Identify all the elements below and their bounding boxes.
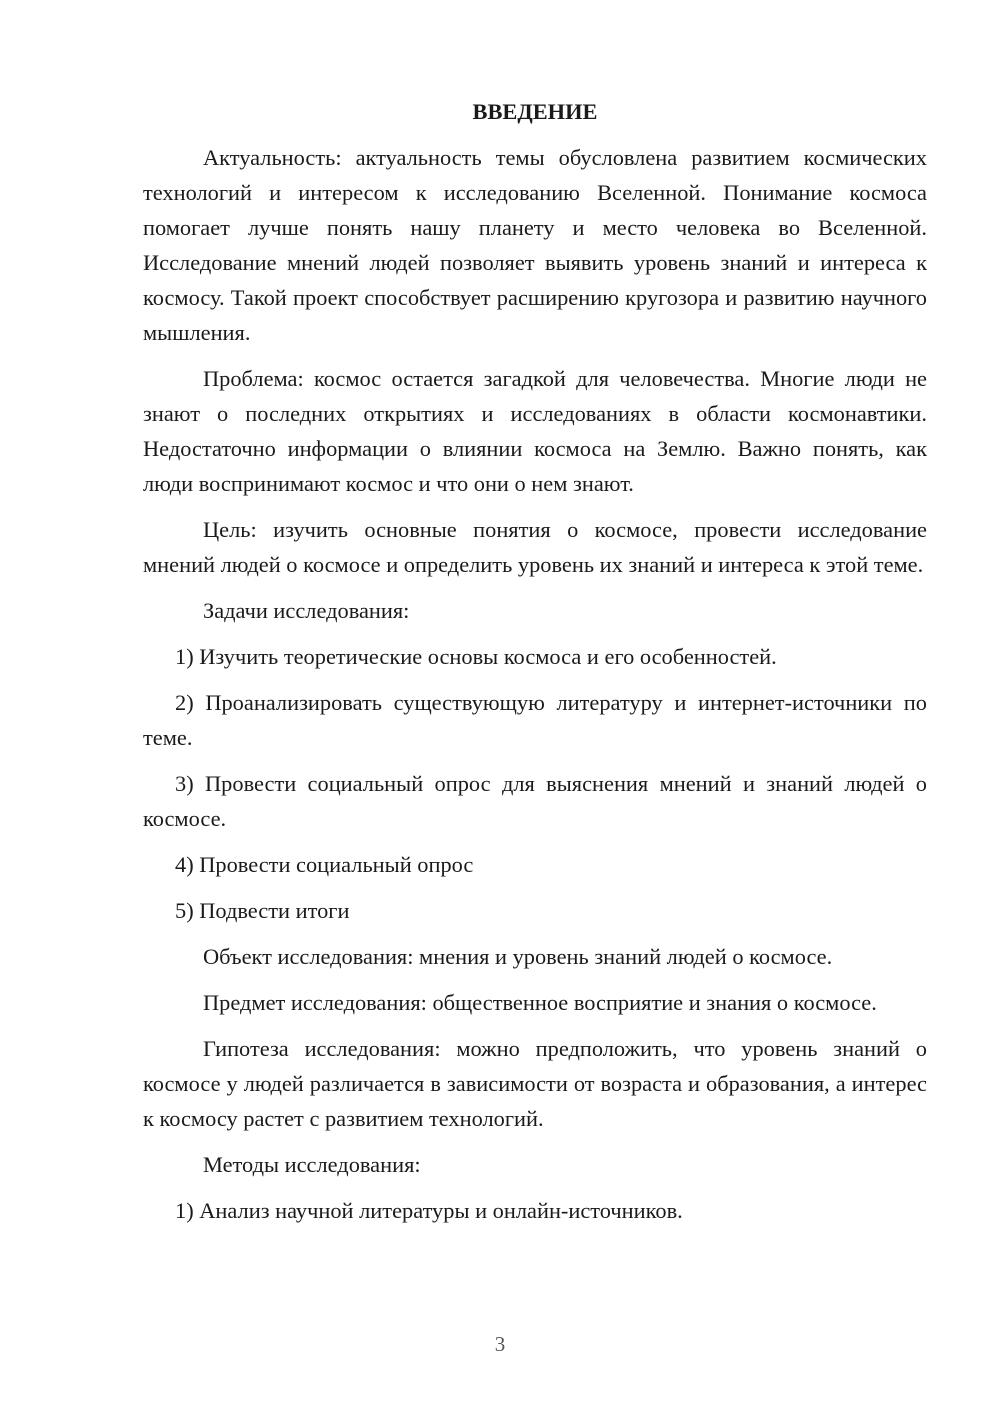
- task-item-2: 2) Проанализировать существующую литературу и интернет-источники по теме.: [143, 690, 927, 750]
- tasks-heading: Задачи исследования:: [203, 598, 410, 623]
- page-title: ВВЕДЕНИЕ: [472, 99, 598, 124]
- task-item-5: 5) Подвести итоги: [175, 898, 350, 923]
- task-item-1: 1) Изучить теоретические основы космоса и его особенностей.: [175, 644, 777, 669]
- methods-heading: Методы исследования:: [203, 1152, 421, 1177]
- paragraph-object: Объект исследования: мнения и уровень знаний людей о космосе.: [203, 944, 833, 969]
- page-content: [143, 94, 927, 1239]
- paragraph-relevance: Актуальность: актуальность темы обусловлена развитием космических технологий и интересом к исследованию Вселенной. Понимание космоса помогает лучше понять нашу планету и место человека во Вселенной. Исследование мнений людей позволяет выявить уровень знаний и интереса к космосу. Такой проект способствует расширению кругозора и развитию научного мышления.: [143, 145, 927, 345]
- paragraph-subject: Предмет исследования: общественное восприятие и знания о космосе.: [203, 990, 877, 1015]
- paragraph-goal: Цель: изучить основные понятия о космосе, провести исследование мнений людей о космосе и определить уровень их знаний и интереса к этой теме.: [143, 517, 927, 577]
- paragraph-problem: Проблема: космос остается загадкой для человечества. Многие люди не знают о последних открытиях и исследованиях в области космонавтики. Недостаточно информации о влиянии космоса на Землю. Важно понять, как люди воспринимают космос и что они о нем знают.: [143, 366, 927, 496]
- page-number: 3: [494, 1332, 506, 1356]
- method-item-1: 1) Анализ научной литературы и онлайн-источников.: [175, 1198, 683, 1223]
- task-item-4: 4) Провести социальный опрос: [175, 852, 474, 877]
- paragraph-hypothesis: Гипотеза исследования: можно предположить, что уровень знаний о космосе у людей различается в зависимости от возраста и образования, а интерес к космосу растет с развитием технологий.: [143, 1036, 927, 1131]
- task-item-3: 3) Провести социальный опрос для выяснения мнений и знаний людей о космосе.: [143, 771, 927, 831]
